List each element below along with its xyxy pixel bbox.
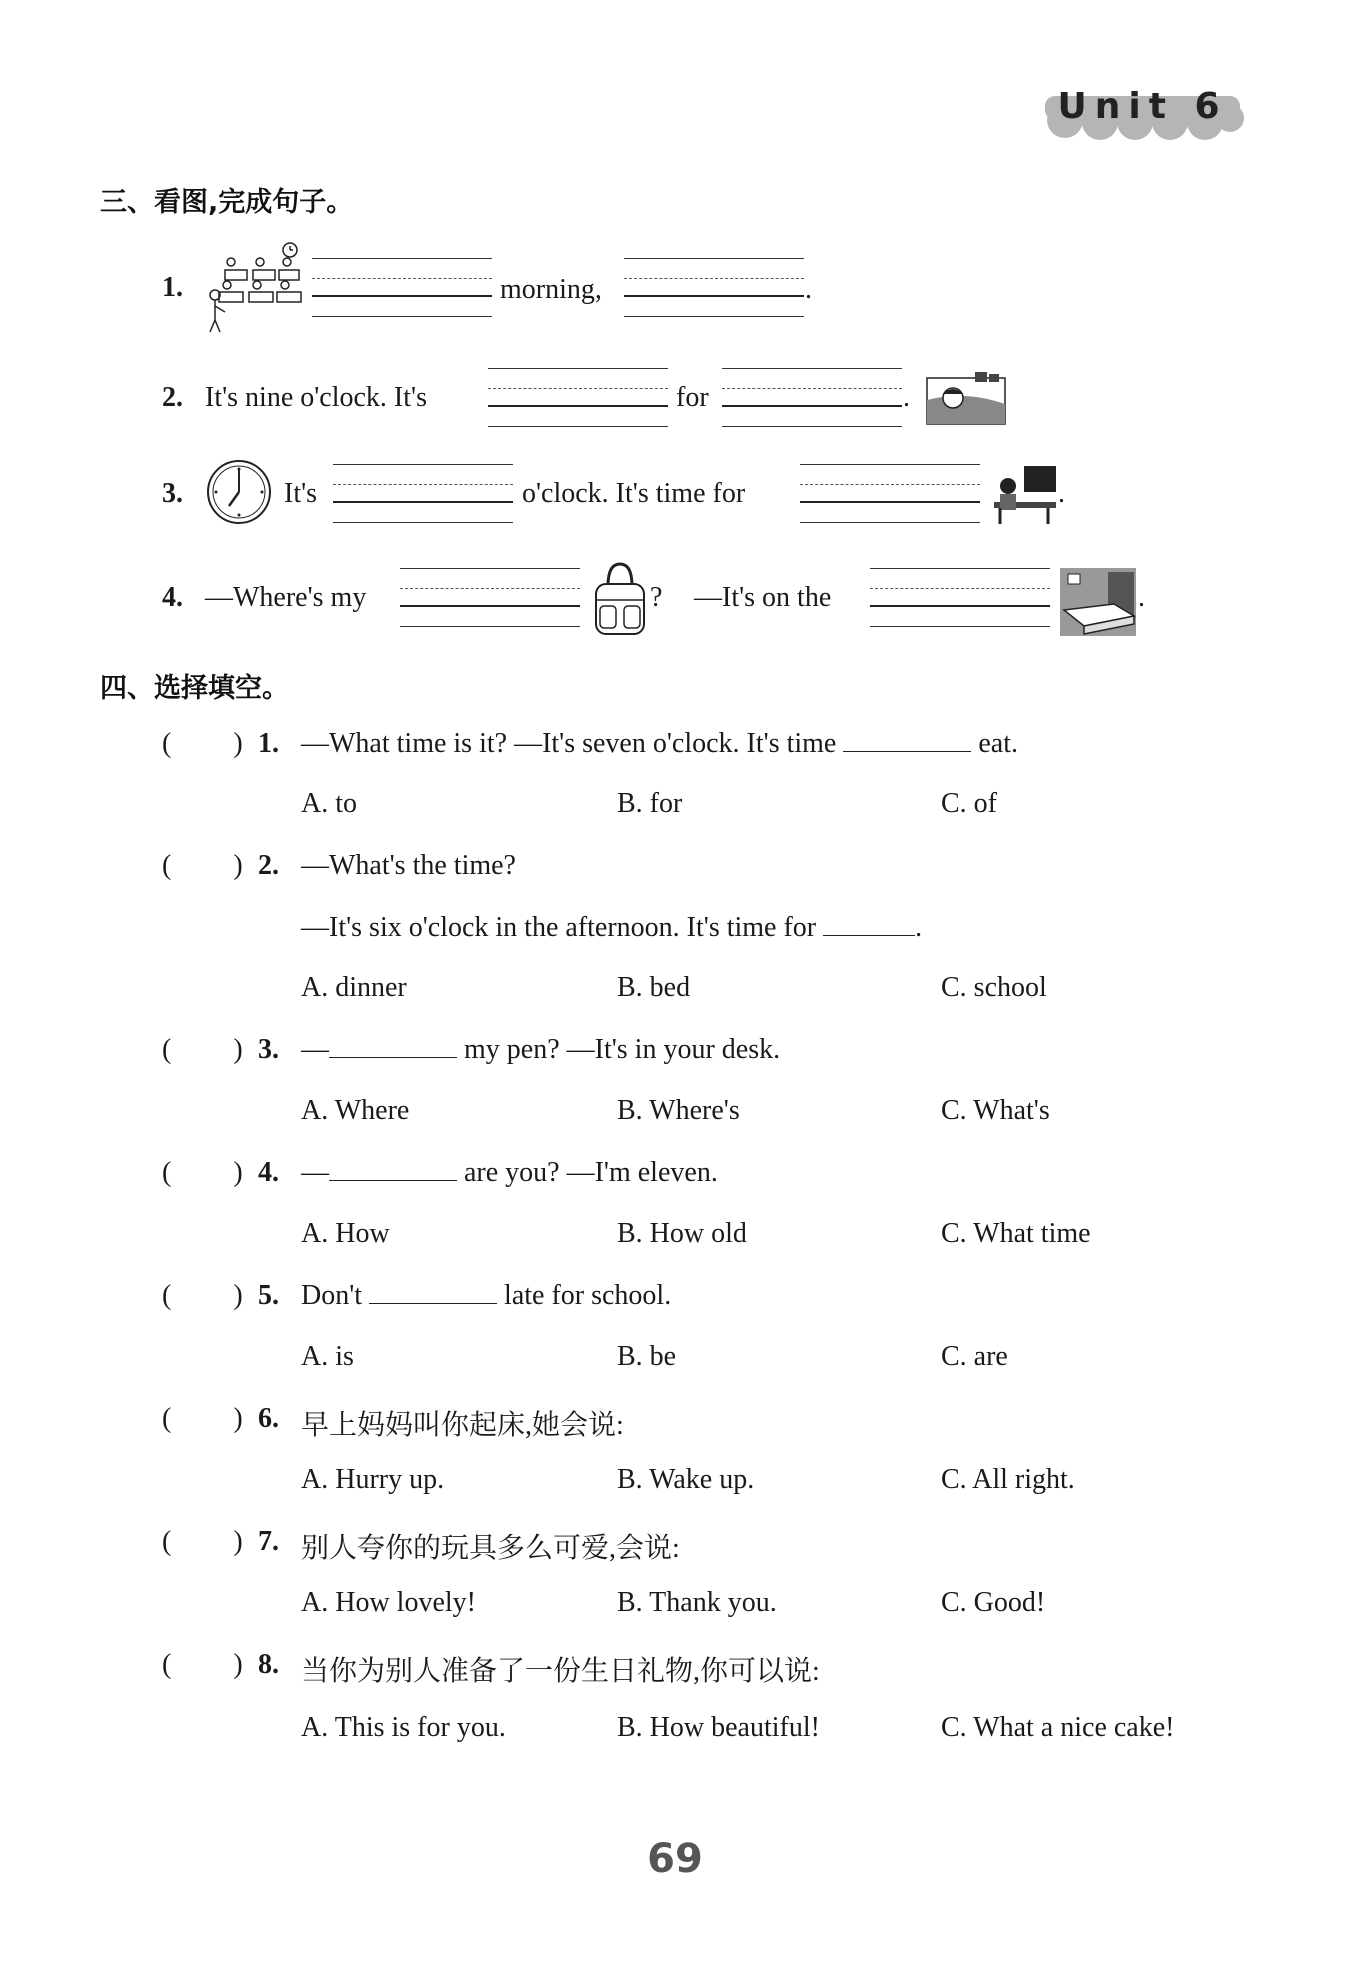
s4-q8-option-a[interactable]: A. This is for you. [301,1712,506,1743]
classroom-icon [205,240,305,335]
s4-q1-blank[interactable] [843,750,971,752]
s4-q2-blank[interactable] [823,934,915,936]
s3-q4-text-1: —Where's my [205,582,367,613]
s4-q7-option-c[interactable]: C. Good! [941,1587,1046,1618]
s3-q4-writing-line-1[interactable] [400,568,580,628]
s4-q3-text [301,1034,780,1066]
s3-q1-writing-line-2[interactable] [624,258,804,318]
s3-q3-text-2: o'clock. It's time for [522,478,746,509]
s4-q1-option-c[interactable]: C. of [941,788,997,819]
s4-q4-option-a[interactable]: A. How [301,1218,390,1249]
section-4-title: 四、选择填空。 [100,673,289,704]
s4-q7-option-a[interactable]: A. How lovely! [301,1587,476,1618]
s4-q3-dash: — [301,1034,329,1065]
s4-q1-text-1: —What time is it? —It's seven o'clock. It's time [301,728,837,759]
s4-q6-option-a[interactable]: A. Hurry up. [301,1464,445,1495]
s4-q4-number: 4. [258,1157,279,1188]
s4-q2-option-c[interactable]: C. school [941,972,1047,1003]
s3-q3-period: . [1058,478,1065,509]
bed-icon [1058,566,1138,638]
s4-q6-answer-parens[interactable]: ( ) [162,1403,243,1434]
s4-q2-option-b[interactable]: B. bed [617,972,691,1003]
s4-q4-text [301,1157,718,1189]
s4-q3-answer-parens[interactable]: ( ) [162,1034,243,1065]
s4-q3-option-b[interactable]: B. Where's [617,1095,740,1126]
s3-q4-period: . [1138,582,1145,613]
s4-q7-text: 别人夸你的玩具多么可爱,会说: [301,1533,680,1564]
s4-q6-option-b[interactable]: B. Wake up. [617,1464,755,1495]
s4-q5-option-c[interactable]: C. are [941,1341,1008,1372]
s4-q5-option-a[interactable]: A. is [301,1341,354,1372]
s3-q4-question-mark: ? [650,582,663,613]
s4-q8-answer-parens[interactable]: ( ) [162,1649,243,1680]
s4-q6-option-c[interactable]: C. All right. [941,1464,1075,1495]
s4-q2-text-2: —It's six o'clock in the afternoon. It's time for [301,912,817,943]
page-number: 69 [647,1836,703,1882]
s4-q5-answer-parens[interactable]: ( ) [162,1280,243,1311]
s4-q1-text-2: eat. [978,728,1018,759]
s4-q2-answer-parens[interactable]: ( ) [162,850,243,881]
s4-q4-text-2: are you? —I'm eleven. [464,1157,718,1188]
s4-q5-blank[interactable] [369,1302,497,1304]
s3-q2-text-2: for [676,382,709,413]
s3-q1-number: 1. [162,272,183,303]
s4-q6-number: 6. [258,1403,279,1434]
s4-q2-option-a[interactable]: A. dinner [301,972,407,1003]
s3-q1-period: . [805,274,812,305]
s4-q1-option-a[interactable]: A. to [301,788,357,819]
s4-q3-blank[interactable] [329,1056,457,1058]
s4-q3-text-2: my pen? —It's in your desk. [464,1034,781,1065]
section-3-title: 三、看图,完成句子。 [100,187,354,218]
s3-q4-number: 4. [162,582,183,613]
s3-q2-writing-line-2[interactable] [722,368,902,428]
s3-q3-writing-line-2[interactable] [800,464,980,524]
s4-q8-text: 当你为别人准备了一份生日礼物,你可以说: [301,1656,820,1687]
s4-q1-option-b[interactable]: B. for [617,788,683,819]
s3-q4-writing-line-2[interactable] [870,568,1050,628]
s3-q2-writing-line-1[interactable] [488,368,668,428]
s4-q5-text-2: late for school. [504,1280,672,1311]
s4-q1-number: 1. [258,728,279,759]
student-at-desk-icon [990,462,1060,528]
s3-q2-period: . [903,382,910,413]
s4-q4-option-c[interactable]: C. What time [941,1218,1091,1249]
s4-q3-option-a[interactable]: A. Where [301,1095,410,1126]
s4-q8-number: 8. [258,1649,279,1680]
s4-q7-number: 7. [258,1526,279,1557]
s3-q3-writing-line-1[interactable] [333,464,513,524]
s4-q2-period: . [915,912,923,943]
s4-q5-text-1: Don't [301,1280,363,1311]
s4-q2-text-2-line [301,912,922,944]
s4-q1-answer-parens[interactable]: ( ) [162,728,243,759]
unit-title: Unit 6 [1057,86,1228,127]
sleeping-in-bed-icon [925,370,1007,428]
s4-q3-number: 3. [258,1034,279,1065]
clock-icon [205,458,273,526]
s3-q2-number: 2. [162,382,183,413]
s3-q4-text-2: —It's on the [694,582,832,613]
s4-q7-answer-parens[interactable]: ( ) [162,1526,243,1557]
s3-q1-text-1: morning, [500,274,602,305]
s4-q7-option-b[interactable]: B. Thank you. [617,1587,777,1618]
s4-q8-option-c[interactable]: C. What a nice cake! [941,1712,1175,1743]
s4-q2-text-1: —What's the time? [301,850,516,881]
s4-q4-option-b[interactable]: B. How old [617,1218,747,1249]
s3-q3-number: 3. [162,478,183,509]
s4-q5-text [301,1280,671,1312]
s3-q2-text-1: It's nine o'clock. It's [205,382,427,413]
s3-q3-text-1: It's [284,478,318,509]
s4-q5-option-b[interactable]: B. be [617,1341,677,1372]
s4-q3-option-c[interactable]: C. What's [941,1095,1050,1126]
s4-q6-text: 早上妈妈叫你起床,她会说: [301,1410,624,1441]
s4-q5-number: 5. [258,1280,279,1311]
s4-q8-option-b[interactable]: B. How beautiful! [617,1712,820,1743]
s4-q4-dash: — [301,1157,329,1188]
s4-q4-blank[interactable] [329,1179,457,1181]
school-bag-icon [590,560,650,638]
s4-q1-text [301,728,1018,760]
s4-q2-number: 2. [258,850,279,881]
unit-badge [1040,80,1245,144]
s3-q1-writing-line-1[interactable] [312,258,492,318]
s4-q4-answer-parens[interactable]: ( ) [162,1157,243,1188]
